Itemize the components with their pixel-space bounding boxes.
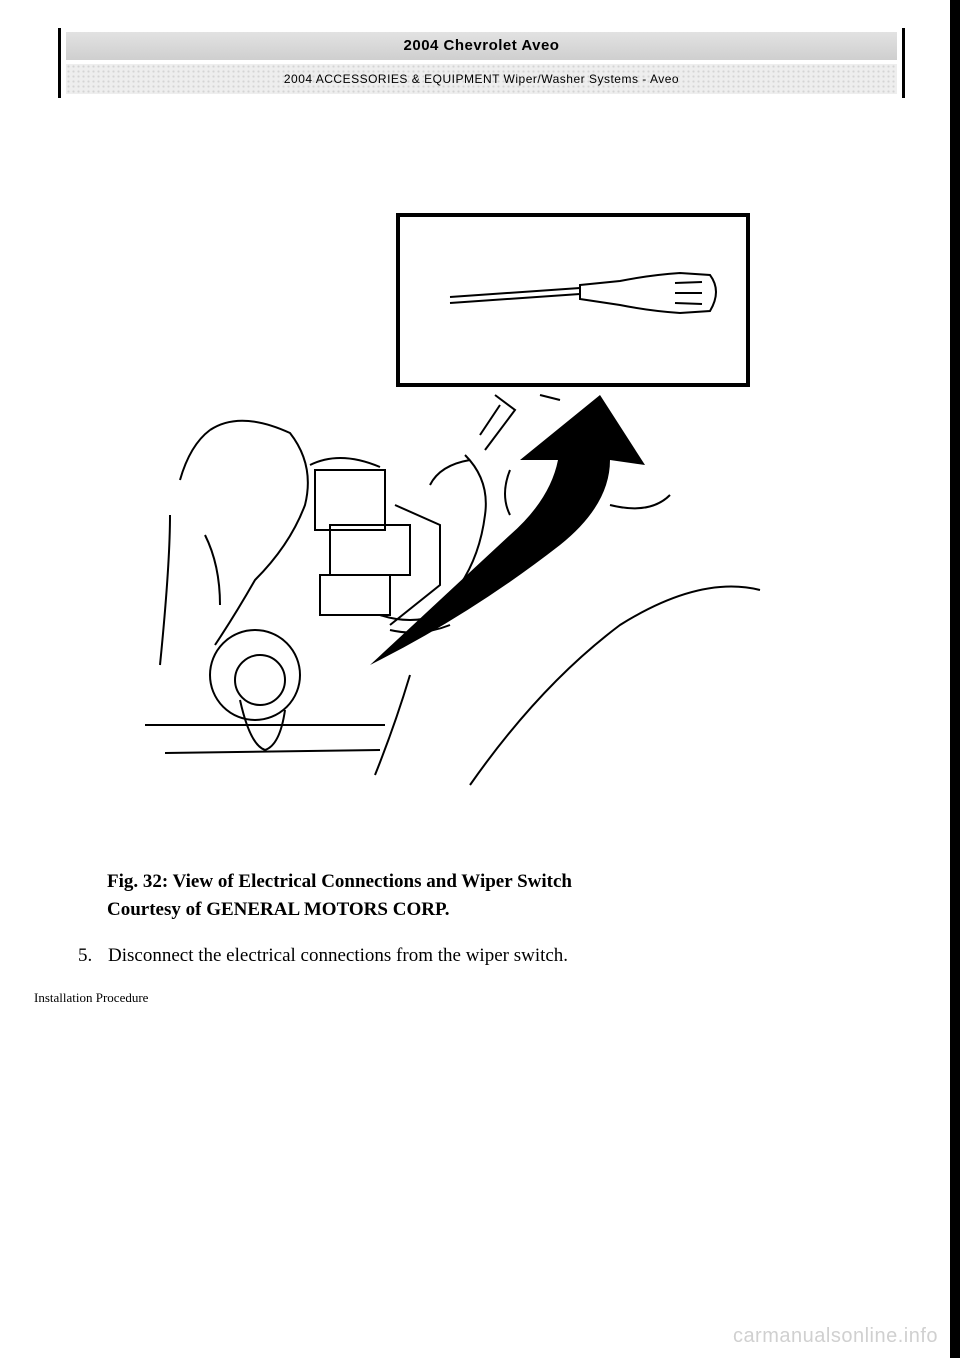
caption-line1: Fig. 32: View of Electrical Connections and Wiper Switch (107, 871, 572, 892)
page-header (58, 28, 905, 98)
header-title: 2004 Chevrolet Aveo (66, 32, 897, 60)
tool-inset-box (398, 215, 748, 385)
step-item (78, 943, 568, 969)
wiper-switch-illustration (140, 205, 800, 795)
step-number: 5. (78, 945, 93, 966)
watermark: carmanualsonline.info (732, 1325, 938, 1347)
header-right-rule (902, 28, 905, 98)
column-shroud (210, 421, 308, 645)
figure-caption (107, 868, 572, 924)
lock-cylinder (210, 630, 300, 720)
caption-line2: Courtesy of GENERAL MOTORS CORP. (107, 899, 450, 920)
wiper-switch (315, 470, 385, 530)
screwdriver-icon (450, 273, 716, 313)
section-heading: Installation Procedure (34, 990, 149, 1005)
header-left-rule (58, 28, 61, 98)
page-edge-bar (950, 0, 960, 1358)
header-subtitle: 2004 ACCESSORIES & EQUIPMENT Wiper/Washer Systems - Aveo (66, 64, 897, 94)
removal-arrow-icon (370, 395, 645, 665)
step-text: Disconnect the electrical connections from the wiper switch. (108, 945, 569, 966)
